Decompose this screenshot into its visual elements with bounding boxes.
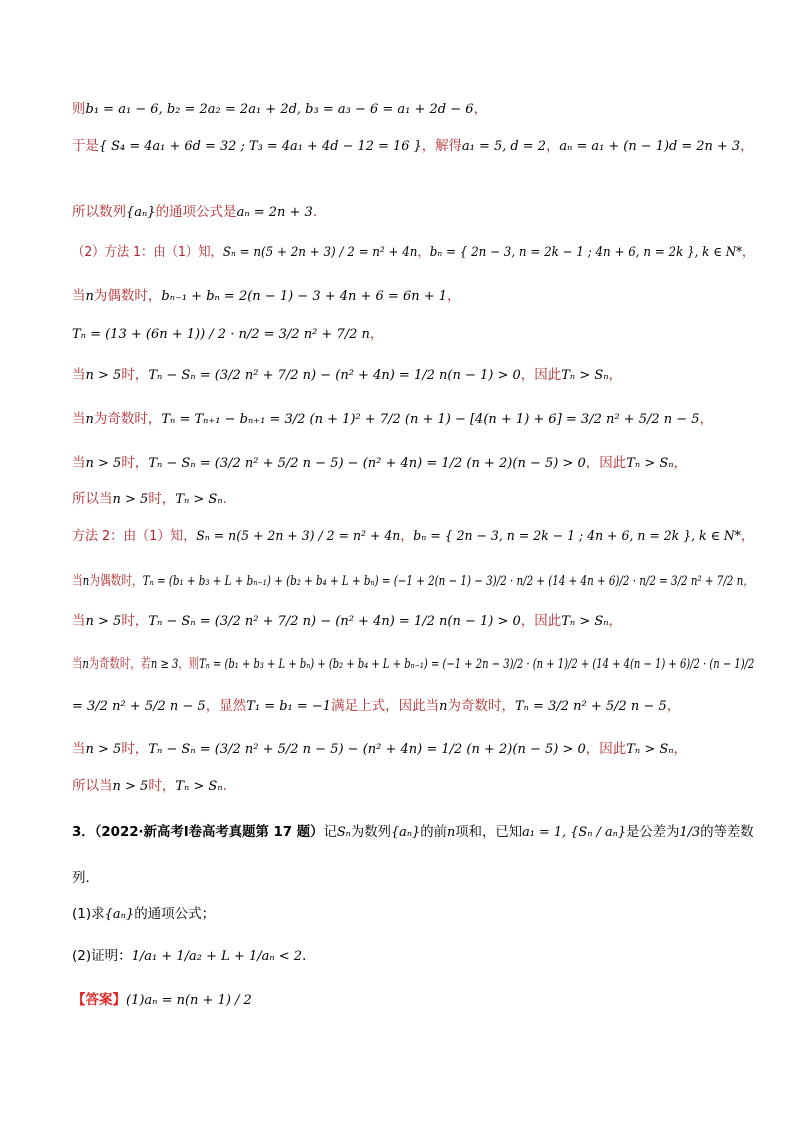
text-run: ， bbox=[369, 326, 384, 342]
text-run: 是公差为 bbox=[626, 824, 680, 840]
text-run: 【答案】 bbox=[72, 992, 126, 1008]
text-run: (2)证明： bbox=[72, 948, 132, 964]
text-line bbox=[72, 490, 227, 509]
text-run: 为奇数时， bbox=[93, 411, 162, 427]
text-run: . bbox=[222, 778, 227, 794]
text-run: ， bbox=[545, 138, 560, 154]
text-run: （2）方法 1：由（1）知， bbox=[72, 244, 223, 260]
text-run: ，因此 bbox=[585, 741, 627, 757]
text-run: 当 bbox=[72, 741, 86, 757]
math-expression: n > 5 bbox=[112, 492, 149, 507]
math-expression: Sₙ bbox=[336, 825, 351, 840]
text-line bbox=[72, 325, 383, 344]
math-expression: n bbox=[82, 574, 90, 589]
text-run: 3．（2022·新高考Ⅰ卷高考真题第 17 题） bbox=[72, 824, 324, 840]
text-run: 方法 2：由（1）知， bbox=[72, 528, 197, 544]
text-run: 时， bbox=[121, 613, 149, 629]
math-expression: bₙ₋₁ + bₙ = 2(n − 1) − 3 + 4n + 6 = 6n + 1 bbox=[161, 289, 448, 304]
text-run: 则 bbox=[72, 101, 86, 117]
math-expression: T₁ = b₁ = −1 bbox=[246, 699, 332, 714]
text-line bbox=[72, 823, 754, 842]
text-run: 时， bbox=[121, 367, 149, 383]
text-line bbox=[72, 137, 754, 156]
text-run: 的前 bbox=[420, 824, 447, 840]
text-run: ，因此 bbox=[520, 367, 562, 383]
text-run: 当 bbox=[72, 455, 86, 471]
text-run: ，解得 bbox=[421, 138, 463, 154]
math-expression: a₁ = 5, d = 2 bbox=[462, 139, 546, 154]
text-run: ， bbox=[608, 367, 623, 383]
text-line bbox=[72, 612, 622, 631]
text-run: ， bbox=[740, 138, 754, 154]
text-line bbox=[72, 991, 252, 1010]
math-expression: {aₙ} bbox=[390, 825, 421, 840]
math-expression: {aₙ} bbox=[104, 907, 135, 922]
text-run: . bbox=[222, 491, 227, 507]
math-expression: a₁ = 1, {Sₙ / aₙ} bbox=[522, 825, 627, 840]
text-run: ， bbox=[400, 528, 414, 544]
text-run: 的等差数 bbox=[700, 824, 754, 840]
text-run: ， bbox=[740, 528, 754, 544]
math-expression: n bbox=[85, 289, 94, 304]
math-expression: Tₙ > Sₙ bbox=[561, 368, 609, 383]
math-expression: n > 5 bbox=[85, 614, 122, 629]
text-run: 为偶数时， bbox=[93, 288, 162, 304]
text-run: 当 bbox=[72, 573, 83, 589]
text-run: 的通项公式是 bbox=[155, 204, 237, 220]
text-run: 当 bbox=[72, 656, 83, 672]
text-run: 时， bbox=[148, 491, 176, 507]
math-expression: Tₙ > Sₙ bbox=[175, 779, 223, 794]
text-line bbox=[72, 203, 317, 222]
text-run: ， bbox=[447, 288, 461, 304]
math-expression: bₙ = { 2n − 3, n = 2k − 1 ; 4n + 6, n = 2k }, k ∈ N* bbox=[413, 529, 741, 544]
math-expression: n > 5 bbox=[85, 368, 122, 383]
math-expression: n bbox=[82, 657, 89, 672]
math-expression: 1/3 bbox=[679, 825, 701, 840]
text-run: 的通项公式； bbox=[134, 906, 216, 922]
text-run: ，显然 bbox=[205, 698, 247, 714]
text-line bbox=[72, 454, 687, 473]
text-line bbox=[72, 740, 687, 759]
text-line bbox=[72, 366, 622, 385]
math-expression: Tₙ − Sₙ = (3/2 n² + 5/2 n − 5) − (n² + 4n) = 1/2 (n + 2)(n − 5) > 0 bbox=[148, 742, 586, 757]
math-expression: Tₙ > Sₙ bbox=[626, 456, 674, 471]
text-run: 时， bbox=[121, 741, 149, 757]
text-run: (1)求 bbox=[72, 906, 105, 922]
text-run: ， bbox=[699, 411, 714, 427]
text-line bbox=[72, 243, 754, 262]
text-run: 为偶数时， bbox=[89, 573, 143, 589]
text-line bbox=[72, 869, 99, 887]
math-expression: = 3/2 n² + 5/2 n − 5 bbox=[72, 699, 206, 714]
math-expression: Tₙ − Sₙ = (3/2 n² + 7/2 n) − (n² + 4n) = 1/2 n(n − 1) > 0 bbox=[148, 368, 521, 383]
text-run: 为数列 bbox=[350, 824, 391, 840]
math-expression: n > 5 bbox=[85, 456, 122, 471]
math-expression: (1)aₙ = n(n + 1) / 2 bbox=[126, 993, 252, 1008]
text-line bbox=[72, 410, 713, 429]
math-expression: b₁ = a₁ − 6, b₂ = 2a₂ = 2a₁ + 2d, b₃ = a₃ − 6 = a₁ + 2d − 6 bbox=[85, 102, 474, 117]
text-run: ， bbox=[473, 101, 488, 117]
math-expression: aₙ = a₁ + (n − 1)d = 2n + 3 bbox=[559, 139, 741, 154]
math-expression: Sₙ = n(5 + 2n + 3) / 2 = n² + 4n bbox=[222, 245, 418, 260]
text-run: . bbox=[312, 204, 318, 220]
math-expression: Sₙ = n(5 + 2n + 3) / 2 = n² + 4n bbox=[196, 529, 401, 544]
math-expression: n bbox=[446, 825, 456, 840]
text-run: 当 bbox=[72, 613, 86, 629]
math-expression: n > 5 bbox=[85, 742, 122, 757]
text-line bbox=[72, 655, 754, 674]
text-run: 为奇数时， bbox=[447, 698, 515, 714]
math-expression: Tₙ − Sₙ = (3/2 n² + 7/2 n) − (n² + 4n) = 1/2 n(n − 1) > 0 bbox=[148, 614, 521, 629]
text-run: 为奇数时，若 bbox=[88, 656, 151, 672]
text-line bbox=[72, 777, 227, 796]
math-expression: n ≥ 3 bbox=[150, 657, 179, 672]
text-run: 时， bbox=[148, 778, 176, 794]
math-expression: {aₙ} bbox=[126, 205, 156, 220]
text-run: ， bbox=[743, 573, 754, 589]
math-expression: { S₄ = 4a₁ + 6d = 32 ; T₃ = 4a₁ + 4d − 12 = 16 } bbox=[98, 139, 422, 154]
text-run: 所以数列 bbox=[72, 204, 126, 220]
text-line bbox=[72, 287, 461, 306]
math-expression: n bbox=[439, 699, 448, 714]
text-run: 所以当 bbox=[72, 778, 113, 794]
math-expression: Tₙ > Sₙ bbox=[561, 614, 609, 629]
math-expression: 1/a₁ + 1/a₂ + L + 1/aₙ < 2 bbox=[131, 949, 303, 964]
text-run: 列． bbox=[72, 870, 99, 886]
text-run: 时， bbox=[121, 455, 149, 471]
math-expression: n > 5 bbox=[112, 779, 149, 794]
text-run: ． bbox=[302, 948, 316, 964]
math-expression: Tₙ = (13 + (6n + 1)) / 2 · n/2 = 3/2 n² + 7/2 n bbox=[72, 327, 370, 342]
text-line bbox=[72, 100, 487, 119]
math-expression: n bbox=[85, 412, 94, 427]
text-run: 当 bbox=[72, 411, 86, 427]
text-line bbox=[72, 905, 215, 924]
text-run: 满足上式，因此当 bbox=[331, 698, 440, 714]
math-expression: Tₙ > Sₙ bbox=[175, 492, 223, 507]
text-run: ， bbox=[417, 244, 430, 260]
text-run: ，因此 bbox=[520, 613, 562, 629]
math-expression: Tₙ = (b₁ + b₃ + L + bₙ) + (b₂ + b₄ + L + bₙ₋₁) = (−1 + 2n − 3)/2 · (n + 1)/2 + (14 + 4(n − 1) + 6)/2 · (n − 1)/2 bbox=[199, 657, 755, 672]
text-run: 于是 bbox=[72, 138, 99, 154]
text-run: ， bbox=[673, 455, 688, 471]
text-run: ， bbox=[673, 741, 688, 757]
text-run: 项和，已知 bbox=[455, 824, 523, 840]
math-expression: Tₙ − Sₙ = (3/2 n² + 5/2 n − 5) − (n² + 4n) = 1/2 (n + 2)(n − 5) > 0 bbox=[148, 456, 586, 471]
text-run: 所以当 bbox=[72, 491, 113, 507]
text-run: 当 bbox=[72, 367, 86, 383]
text-run: ， bbox=[666, 698, 681, 714]
math-expression: bₙ = { 2n − 3, n = 2k − 1 ; 4n + 6, n = 2k }, k ∈ N* bbox=[429, 245, 743, 260]
text-line bbox=[72, 527, 754, 546]
text-run: ， bbox=[742, 244, 755, 260]
math-expression: Tₙ = (b₁ + b₃ + L + bₙ₋₁) + (b₂ + b₄ + L + bₙ) = (−1 + 2(n − 1) − 3)/2 · n/2 + (14 + 4n + 6)/2 · n/2 = 3/2 n² + 7/2 n bbox=[142, 574, 744, 589]
text-run: ，则 bbox=[178, 656, 200, 672]
text-line bbox=[72, 697, 680, 716]
math-expression: aₙ = 2n + 3 bbox=[236, 205, 313, 220]
text-line bbox=[72, 572, 754, 591]
text-run: 记 bbox=[323, 824, 337, 840]
text-run: ，因此 bbox=[585, 455, 627, 471]
text-run: ， bbox=[608, 613, 623, 629]
text-line bbox=[72, 947, 316, 966]
text-run: 当 bbox=[72, 288, 86, 304]
math-expression: Tₙ > Sₙ bbox=[626, 742, 674, 757]
math-expression: Tₙ = Tₙ₊₁ − bₙ₊₁ = 3/2 (n + 1)² + 7/2 (n + 1) − [4(n + 1) + 6] = 3/2 n² + 5/2 n − 5 bbox=[161, 412, 700, 427]
math-expression: Tₙ = 3/2 n² + 5/2 n − 5 bbox=[514, 699, 667, 714]
